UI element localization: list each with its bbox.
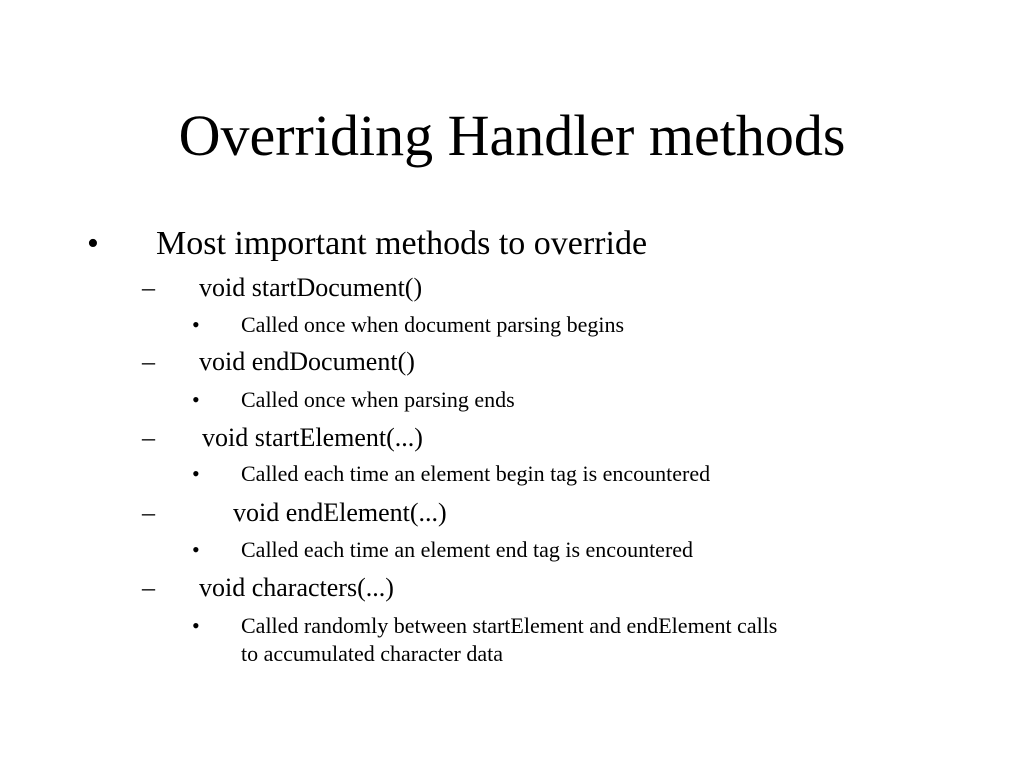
subitem-text: void endDocument()	[199, 347, 415, 376]
dash-marker: –	[142, 573, 155, 602]
subitem-text: void startElement(...)	[202, 423, 423, 452]
bullet-marker: •	[192, 312, 200, 337]
bullet-marker: •	[192, 537, 200, 562]
dash-marker: –	[142, 273, 155, 302]
subitem-text: void startDocument()	[199, 273, 423, 302]
bullet-marker: •	[192, 613, 200, 638]
dash-marker: –	[142, 498, 155, 527]
subsubitem-text: Called randomly between startElement and endElement calls	[241, 613, 778, 638]
dash-marker: –	[142, 347, 155, 376]
subsubitem-text-cont: to accumulated character data	[241, 641, 504, 666]
bullet-marker: •	[192, 387, 200, 412]
dash-marker: –	[142, 423, 155, 452]
slide-title: Overriding Handler methods	[178, 103, 846, 168]
bullet-marker: •	[192, 461, 200, 486]
subsubitem-text: Called once when document parsing begins	[241, 312, 625, 337]
bullet-main-text: Most important methods to override	[156, 225, 648, 262]
subsubitem-text: Called once when parsing ends	[241, 387, 515, 412]
subitem-text: void endElement(...)	[233, 498, 447, 527]
subsubitem-text: Called each time an element end tag is encountered	[241, 537, 694, 562]
subsubitem-text: Called each time an element begin tag is encountered	[241, 461, 711, 486]
subitem-text: void characters(...)	[199, 573, 394, 602]
bullet-marker: •	[87, 225, 99, 262]
